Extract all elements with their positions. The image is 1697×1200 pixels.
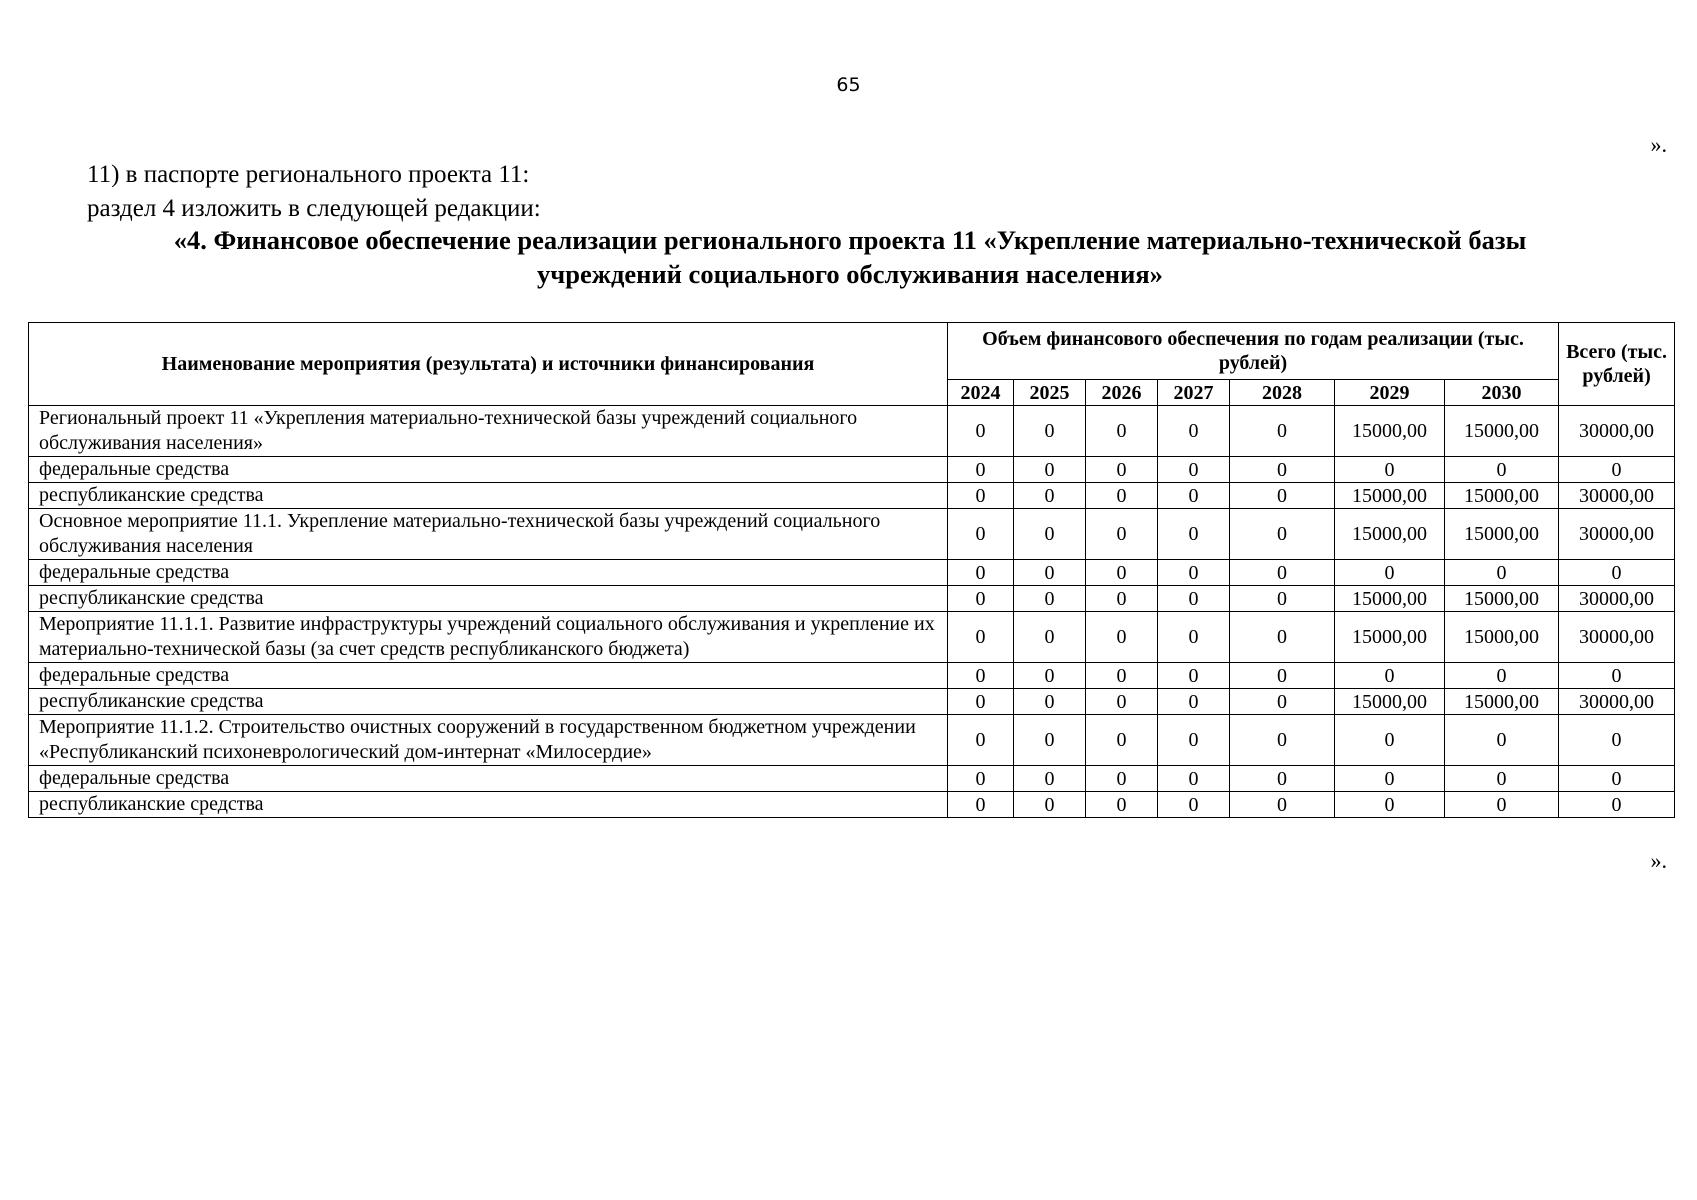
row-value-cell: 0 [1230, 586, 1335, 612]
row-name-cell: республиканские средства [29, 792, 948, 818]
row-value-cell: 0 [948, 612, 1014, 663]
row-value-cell: 15000,00 [1335, 406, 1445, 457]
row-value-cell: 0 [1230, 766, 1335, 792]
table-row [29, 715, 1675, 766]
row-value-cell: 15000,00 [1335, 689, 1445, 715]
row-name-cell: федеральные средства [29, 663, 948, 689]
table-row [29, 689, 1675, 715]
section-heading-line-2: учреждений социального обслуживания населения» [537, 259, 1163, 289]
row-value-cell: 0 [1445, 560, 1559, 586]
row-value-cell: 0 [1014, 586, 1086, 612]
row-value-cell: 0 [1158, 586, 1230, 612]
table-body [29, 406, 1675, 818]
row-value-cell: 0 [1335, 457, 1445, 483]
row-value-cell: 0 [1445, 715, 1559, 766]
row-value-cell: 0 [948, 560, 1014, 586]
table-row [29, 483, 1675, 509]
row-value-cell: 0 [948, 792, 1014, 818]
row-value-cell: 0 [1335, 715, 1445, 766]
row-value-cell: 0 [1086, 612, 1158, 663]
row-total-cell: 30000,00 [1559, 483, 1675, 509]
row-value-cell: 0 [1158, 663, 1230, 689]
row-value-cell: 0 [1445, 663, 1559, 689]
intro-line-2: раздел 4 изложить в следующей редакции: [87, 195, 541, 222]
row-value-cell: 0 [1230, 457, 1335, 483]
row-value-cell: 0 [1014, 406, 1086, 457]
header-year: 2024 [948, 380, 1014, 406]
financing-table [28, 322, 1675, 818]
header-year: 2025 [1014, 380, 1086, 406]
row-value-cell: 0 [1158, 715, 1230, 766]
row-value-cell: 0 [1445, 766, 1559, 792]
row-value-cell: 0 [1445, 792, 1559, 818]
row-name-cell: республиканские средства [29, 689, 948, 715]
row-value-cell: 0 [1158, 689, 1230, 715]
row-value-cell: 0 [1014, 560, 1086, 586]
row-value-cell: 0 [948, 483, 1014, 509]
section-heading [80, 223, 1620, 291]
row-value-cell: 0 [1086, 663, 1158, 689]
row-value-cell: 0 [1158, 766, 1230, 792]
row-value-cell: 0 [1158, 406, 1230, 457]
header-total: Всего (тыс. рублей) [1559, 323, 1675, 406]
header-year: 2027 [1158, 380, 1230, 406]
row-value-cell: 0 [1335, 560, 1445, 586]
row-value-cell: 0 [948, 689, 1014, 715]
header-volume: Объем финансового обеспечения по годам реализации (тыс. рублей) [948, 323, 1559, 380]
row-value-cell: 0 [1014, 689, 1086, 715]
row-value-cell: 0 [1230, 509, 1335, 560]
row-name-cell: республиканские средства [29, 586, 948, 612]
row-value-cell: 0 [1086, 509, 1158, 560]
table-row [29, 457, 1675, 483]
row-value-cell: 0 [1086, 457, 1158, 483]
row-value-cell: 15000,00 [1445, 612, 1559, 663]
row-name-cell: республиканские средства [29, 483, 948, 509]
intro-line-1: 11) в паспорте регионального проекта 11: [87, 161, 530, 188]
row-value-cell: 15000,00 [1335, 483, 1445, 509]
header-year: 2026 [1086, 380, 1158, 406]
row-value-cell: 0 [948, 509, 1014, 560]
row-value-cell: 0 [1086, 766, 1158, 792]
row-value-cell: 0 [1158, 483, 1230, 509]
row-value-cell: 0 [1230, 483, 1335, 509]
row-value-cell: 0 [1230, 560, 1335, 586]
row-value-cell: 0 [1086, 560, 1158, 586]
row-name-cell: федеральные средства [29, 560, 948, 586]
row-value-cell: 0 [1086, 483, 1158, 509]
row-total-cell: 30000,00 [1559, 689, 1675, 715]
page-number: 65 [836, 74, 861, 96]
row-value-cell: 15000,00 [1335, 586, 1445, 612]
row-value-cell: 0 [948, 766, 1014, 792]
row-value-cell: 0 [1230, 663, 1335, 689]
row-value-cell: 0 [1158, 612, 1230, 663]
row-total-cell: 0 [1559, 663, 1675, 689]
row-total-cell: 0 [1559, 457, 1675, 483]
row-value-cell: 0 [1335, 663, 1445, 689]
row-value-cell: 0 [1014, 766, 1086, 792]
row-value-cell: 15000,00 [1445, 483, 1559, 509]
row-value-cell: 0 [948, 715, 1014, 766]
row-total-cell: 30000,00 [1559, 612, 1675, 663]
row-value-cell: 15000,00 [1445, 586, 1559, 612]
row-total-cell: 30000,00 [1559, 509, 1675, 560]
header-year: 2029 [1335, 380, 1445, 406]
row-value-cell: 0 [1086, 689, 1158, 715]
row-value-cell: 0 [1230, 612, 1335, 663]
row-name-cell: Мероприятие 11.1.2. Строительство очистных сооружений в государственном бюджетном учреждении «Республиканский психоневрологический дом-интернат «Милосердие» [29, 715, 948, 766]
row-name-cell: Основное мероприятие 11.1. Укрепление материально-технической базы учреждений социального обслуживания населения [29, 509, 948, 560]
row-value-cell: 0 [1014, 715, 1086, 766]
row-value-cell: 0 [1158, 509, 1230, 560]
table-row [29, 509, 1675, 560]
row-name-cell: Мероприятие 11.1.1. Развитие инфраструктуры учреждений социального обслуживания и укрепление их материально-технической базы (за счет средств республиканского бюджета) [29, 612, 948, 663]
row-value-cell: 0 [1335, 792, 1445, 818]
row-value-cell: 0 [1014, 483, 1086, 509]
row-value-cell: 0 [1086, 792, 1158, 818]
section-heading-line-1: «4. Финансовое обеспечение реализации регионального проекта 11 «Укрепление материально-технической базы [173, 225, 1527, 255]
row-total-cell: 0 [1559, 766, 1675, 792]
row-value-cell: 0 [1445, 457, 1559, 483]
row-value-cell: 0 [1086, 586, 1158, 612]
table-row [29, 612, 1675, 663]
row-total-cell: 30000,00 [1559, 406, 1675, 457]
row-total-cell: 0 [1559, 715, 1675, 766]
row-value-cell: 15000,00 [1445, 509, 1559, 560]
row-value-cell: 15000,00 [1335, 612, 1445, 663]
table-row [29, 586, 1675, 612]
row-value-cell: 0 [1086, 406, 1158, 457]
row-value-cell: 0 [1014, 457, 1086, 483]
closing-quote-top: ». [1650, 132, 1667, 157]
row-value-cell: 0 [1014, 612, 1086, 663]
row-value-cell: 0 [1230, 406, 1335, 457]
row-value-cell: 0 [1335, 766, 1445, 792]
table-row [29, 560, 1675, 586]
row-value-cell: 0 [948, 406, 1014, 457]
row-value-cell: 0 [1014, 509, 1086, 560]
row-value-cell: 0 [1230, 792, 1335, 818]
row-value-cell: 0 [948, 457, 1014, 483]
row-value-cell: 0 [948, 663, 1014, 689]
header-name: Наименование мероприятия (результата) и источники финансирования [29, 323, 948, 406]
row-total-cell: 0 [1559, 792, 1675, 818]
row-name-cell: федеральные средства [29, 766, 948, 792]
header-year: 2028 [1230, 380, 1335, 406]
row-value-cell: 0 [1230, 689, 1335, 715]
table-row [29, 406, 1675, 457]
row-value-cell: 0 [1230, 715, 1335, 766]
row-name-cell: Региональный проект 11 «Укрепления материально-технической базы учреждений социального обслуживания населения» [29, 406, 948, 457]
header-year: 2030 [1445, 380, 1559, 406]
row-value-cell: 0 [1086, 715, 1158, 766]
table-row [29, 663, 1675, 689]
table-row [29, 766, 1675, 792]
row-value-cell: 0 [1158, 560, 1230, 586]
row-value-cell: 15000,00 [1445, 689, 1559, 715]
row-value-cell: 15000,00 [1335, 509, 1445, 560]
table-row [29, 792, 1675, 818]
row-name-cell: федеральные средства [29, 457, 948, 483]
row-total-cell: 30000,00 [1559, 586, 1675, 612]
row-value-cell: 0 [1158, 792, 1230, 818]
closing-quote-bottom: ». [1650, 848, 1667, 873]
row-total-cell: 0 [1559, 560, 1675, 586]
row-value-cell: 0 [1014, 792, 1086, 818]
row-value-cell: 0 [1014, 663, 1086, 689]
row-value-cell: 0 [1158, 457, 1230, 483]
row-value-cell: 0 [948, 586, 1014, 612]
row-value-cell: 15000,00 [1445, 406, 1559, 457]
